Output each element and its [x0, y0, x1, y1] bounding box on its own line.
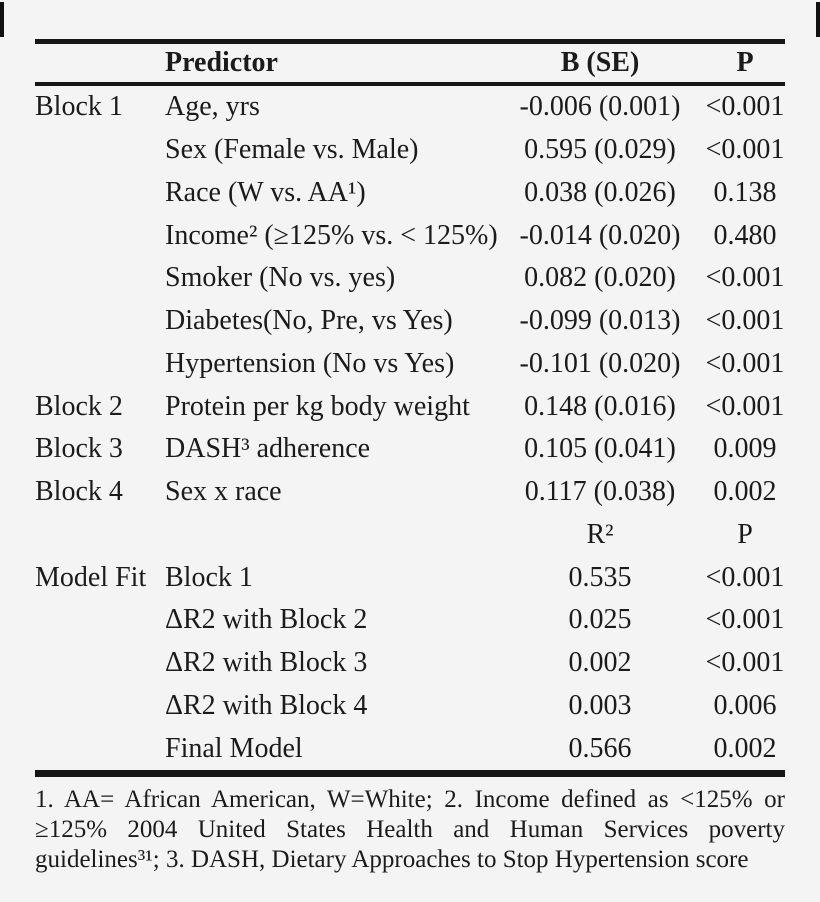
r-squared-cell: 0.025	[568, 604, 632, 636]
predictor-cell: ΔR2 with Block 3	[165, 647, 368, 679]
table-body	[35, 86, 785, 770]
p-value-cell: 0.006	[713, 689, 777, 721]
b-se-cell: -0.014 (0.020)	[519, 219, 681, 251]
header-b-se-cell: B (SE)	[560, 47, 640, 78]
predictor-cell: Protein per kg body weight	[165, 390, 470, 422]
r-squared-cell: 0.002	[568, 647, 632, 679]
p-value-cell: 0.480	[713, 219, 777, 251]
regression-table	[35, 39, 785, 875]
block-label-cell: Model Fit	[35, 561, 147, 593]
r-squared-header-cell: R²	[586, 518, 614, 550]
table-row	[35, 471, 785, 514]
b-se-cell: -0.099 (0.013)	[519, 305, 681, 337]
table-footnote: 1. AA= African American, W=White; 2. Income defined as <125% or ≥125% 2004 United States Health and Human Services poverty guidelines³¹; 3. DASH, Dietary Approaches to Stop Hypertension score	[35, 786, 785, 873]
p-header-cell: P	[737, 518, 753, 550]
p-value-cell: <0.001	[705, 390, 785, 422]
p-value-cell: <0.001	[705, 561, 785, 593]
p-value-cell: <0.001	[705, 305, 785, 337]
table-row	[35, 599, 785, 642]
table-row	[35, 172, 785, 215]
p-value-cell: <0.001	[705, 604, 785, 636]
b-se-cell: 0.038 (0.026)	[524, 176, 676, 208]
table-row	[35, 642, 785, 685]
p-value-cell: <0.001	[705, 647, 785, 679]
table-row	[35, 685, 785, 728]
predictor-cell: Age, yrs	[165, 91, 260, 123]
p-value-cell: <0.001	[705, 262, 785, 294]
b-se-cell: 0.595 (0.029)	[524, 134, 676, 166]
table-row	[35, 86, 785, 129]
table-row	[35, 129, 785, 172]
table-bottom-rule	[35, 770, 785, 777]
p-value-cell: 0.009	[713, 433, 777, 465]
predictor-cell: Hypertension (No vs Yes)	[165, 347, 455, 379]
table-row	[35, 343, 785, 386]
predictor-cell: ΔR2 with Block 4	[165, 689, 368, 721]
block-label-cell: Block 3	[35, 433, 123, 465]
table-row	[35, 214, 785, 257]
p-value-cell: <0.001	[705, 91, 785, 123]
predictor-cell: Block 1	[165, 561, 253, 593]
predictor-cell: DASH³ adherence	[165, 433, 371, 465]
p-value-cell: 0.002	[713, 476, 777, 508]
b-se-cell: -0.101 (0.020)	[519, 347, 681, 379]
p-value-cell: 0.002	[713, 732, 777, 764]
r-squared-cell: 0.535	[568, 561, 632, 593]
predictor-cell: Race (W vs. AA¹)	[165, 176, 366, 208]
header-p-cell: P	[736, 47, 754, 78]
r-squared-cell: 0.566	[568, 732, 632, 764]
r-squared-cell: 0.003	[568, 689, 632, 721]
block-label-cell: Block 2	[35, 390, 123, 422]
b-se-cell: 0.082 (0.020)	[524, 262, 676, 294]
b-se-cell: 0.105 (0.041)	[524, 433, 676, 465]
b-se-cell: 0.148 (0.016)	[524, 390, 676, 422]
b-se-cell: 0.117 (0.038)	[524, 476, 676, 508]
table-row	[35, 257, 785, 300]
predictor-cell: Sex (Female vs. Male)	[165, 134, 419, 166]
p-value-cell: 0.138	[713, 176, 777, 208]
predictor-cell: Diabetes(No, Pre, vs Yes)	[165, 305, 453, 337]
table-row	[35, 385, 785, 428]
block-label-cell: Block 1	[35, 91, 123, 123]
header-predictor-cell: Predictor	[165, 47, 278, 78]
scan-edge-mark-left	[0, 2, 4, 37]
predictor-cell: ΔR2 with Block 2	[165, 604, 368, 636]
b-se-cell: -0.006 (0.001)	[519, 91, 681, 123]
predictor-cell: Final Model	[165, 732, 303, 764]
p-value-cell: <0.001	[705, 347, 785, 379]
block-label-cell: Block 4	[35, 476, 123, 508]
table-row	[35, 428, 785, 471]
predictor-cell: Smoker (No vs. yes)	[165, 262, 396, 294]
table-row	[35, 300, 785, 343]
predictor-cell: Income² (≥125% vs. < 125%)	[165, 219, 498, 251]
p-value-cell: <0.001	[705, 134, 785, 166]
table-row	[35, 556, 785, 599]
table-row	[35, 727, 785, 770]
table-header-row	[35, 44, 785, 82]
table-subheader-row	[35, 514, 785, 557]
predictor-cell: Sex x race	[165, 476, 282, 508]
scan-edge-mark-right	[816, 2, 820, 37]
